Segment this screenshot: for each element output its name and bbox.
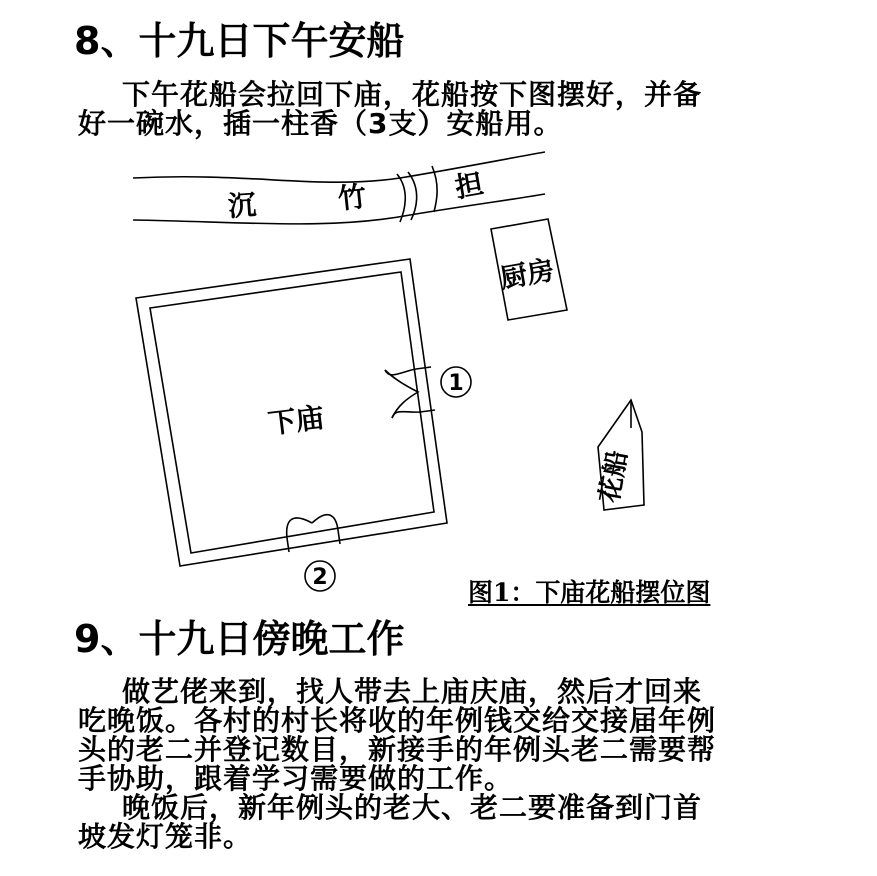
section-9-heading: 9、十九日傍晚工作	[74, 617, 405, 661]
diagram-caption: 图1：下庙花船摆位图	[468, 578, 711, 607]
paragraph-line: 头的老二并登记数目，新接手的年例头老二需要帮	[78, 733, 717, 766]
section-9-paragraph	[78, 677, 778, 851]
road-label-char: 担	[452, 166, 486, 205]
marker-2-number: 2	[312, 565, 328, 590]
paragraph-line: 坡发灯笼非。	[78, 820, 253, 853]
paragraph-line: 手协助，跟着学习需要做的工作。	[78, 762, 514, 795]
road-upper-edge	[133, 152, 545, 182]
temple-label: 下庙	[266, 400, 326, 441]
paragraph-line: 晚饭后，新年例头的老大、老二要准备到门首	[122, 791, 703, 824]
road-break-mark	[408, 172, 417, 220]
marker-1-number: 1	[448, 371, 464, 396]
door-1-leaf	[392, 412, 420, 418]
road-break-mark	[397, 174, 405, 222]
road-label-char: 竹	[336, 179, 368, 216]
paragraph-line: 下午花船会拉回下庙，花船按下图摆好，并备	[122, 78, 703, 111]
boat-label: 花船	[594, 448, 634, 505]
door-1-swing	[385, 370, 418, 418]
paragraph-line: 吃晚饭。各村的村长将收的年例钱交给交接届年例	[78, 704, 717, 737]
kitchen-label: 厨房	[498, 254, 557, 295]
paragraph-line: 好一碗水，插一柱香（3支）安船用。	[78, 107, 563, 140]
paragraph-line: 做艺佬来到，找人带去上庙庆庙，然后才回来	[122, 675, 703, 708]
door-2-leaf	[312, 515, 338, 530]
section-8-heading: 8、十九日下午安船	[74, 19, 405, 63]
road-label-char: 沉	[226, 188, 258, 224]
